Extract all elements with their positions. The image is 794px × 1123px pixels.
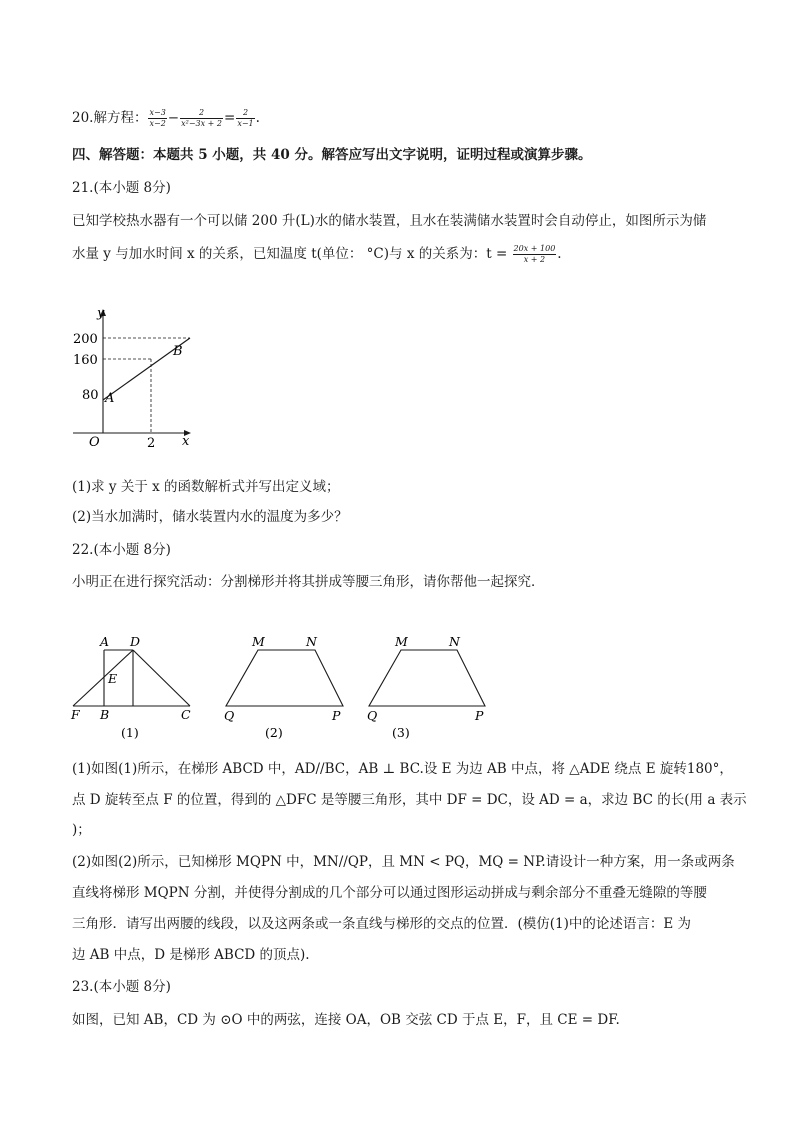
q21-part-1: (1)求 y 关于 x 的函数解析式并写出定义域； — [72, 479, 340, 495]
q22-part-2-line-1: (2)如图(2)所示，已知梯形 MQPN 中，MN//QP，且 MN < PQ，MQ = NP.请设计一种方案，用一条或两条 — [72, 854, 735, 870]
y-tick-200: 200 — [73, 332, 98, 347]
y-tick-160: 160 — [73, 353, 98, 368]
section-4-title: 四、解答题：本题共 5 小题，共 40 分。解答应写出文字说明，证明过程或演算步骤。 — [72, 147, 592, 163]
origin-label: O — [89, 435, 100, 450]
fig3-label-m: M — [395, 634, 408, 649]
q22-figures — [66, 632, 506, 747]
q22-part-2-line-4: 边 AB 中点，D 是梯形 ABCD 的顶点). — [72, 947, 310, 963]
figure-2 — [224, 634, 343, 740]
fig2-label-n: N — [306, 634, 317, 649]
fig2-caption: (2) — [265, 725, 283, 740]
q20-suffix: . — [255, 110, 260, 126]
figure-1 — [70, 634, 191, 740]
q20-equals: = — [224, 110, 236, 126]
q22-part-1-line-3: )； — [72, 822, 91, 838]
q23-text: 如图，已知 AB，CD 为 ⊙O 中的两弦，连接 OA，OB 交弦 CD 于点 E，F，且 CE = DF. — [72, 1012, 620, 1028]
figure-3 — [367, 634, 485, 740]
q22-part-2-line-3: 三角形．请写出两腰的线段，以及这两条或一条直线与梯形的交点的位置．(模仿(1)中的论述语言：E 为 — [72, 916, 692, 932]
point-a-label: A — [105, 391, 115, 406]
fig1-label-f: F — [71, 707, 80, 722]
q21-graph — [70, 305, 210, 455]
fig3-label-p: P — [475, 708, 484, 723]
q22-part-1-line-2: 点 D 旋转至点 F 的位置，得到的 △DFC 是等腰三角形，其中 DF = DC，设 AD = a，求边 BC 的长(用 a 表示 — [72, 792, 747, 808]
q22-part-1-line-1: (1)如图(1)所示，在梯形 ABCD 中，AD//BC，AB ⊥ BC.设 E 为边 AB 中点，将 △ADE 绕点 E 旋转180°， — [72, 761, 733, 777]
fig1-label-c: C — [181, 707, 191, 722]
fig1-label-d: D — [130, 634, 141, 649]
fig3-label-q: Q — [367, 708, 378, 723]
fig1-label-a: A — [100, 634, 110, 649]
q20-fraction-1: $\frac{x-3}{x-2}$ — [149, 108, 166, 128]
q20-fraction-2: $\frac{2}{\text{x²−3x + 2}}$ — [181, 108, 223, 128]
y-tick-80: 80 — [82, 388, 99, 403]
q21-header: 21.(本小题 8分) — [72, 180, 171, 196]
q20-minus: − — [167, 110, 180, 126]
y-axis-label: y — [97, 306, 105, 321]
q22-part-2-line-2: 直线将梯形 MQPN 分割，并使得分割成的几个部分可以通过图形运动拼成与剩余部分不重叠无缝隙的等腰 — [72, 885, 707, 901]
fig1-label-e: E — [108, 671, 118, 686]
fig3-caption: (3) — [392, 725, 410, 740]
q22-header: 22.(本小题 8分) — [72, 542, 171, 558]
point-b-label: B — [173, 344, 183, 359]
fig2-label-q: Q — [224, 708, 235, 723]
fig2-label-p: P — [332, 708, 341, 723]
q20-line — [72, 108, 260, 129]
q23-header: 23.(本小题 8分) — [72, 979, 171, 995]
q21-text-2a: 水量 y 与加水时间 x 的关系，已知温度 t(单位： °C)与 x 的关系为：t = — [72, 246, 508, 262]
q21-text-2b: . — [557, 246, 562, 262]
q20-prefix: 20.解方程： — [72, 110, 148, 126]
fig1-caption: (1) — [121, 725, 139, 740]
fig1-label-b: B — [100, 707, 110, 722]
x-tick-2: 2 — [147, 436, 156, 451]
q22-intro: 小明正在进行探究活动：分割梯形并将其拼成等腰三角形，请你帮他一起探究． — [72, 574, 545, 590]
q21-text-1: 已知学校热水器有一个可以储 200 升(L)水的储水装置，且水在装满储水装置时会自动停止，如图所示为储 — [72, 213, 707, 229]
q21-part-2: (2)当水加满时，储水装置内水的温度为多少？ — [72, 509, 348, 525]
x-axis-label: x — [182, 434, 190, 449]
q21-text-2 — [72, 244, 562, 265]
fig2-label-m: M — [252, 634, 265, 649]
q20-fraction-3: $\frac{2}{x-1}$ — [237, 108, 254, 128]
q21-temperature-fraction: $\frac{20x + 100}{x + 2}$ — [513, 244, 556, 264]
fig3-label-n: N — [449, 634, 460, 649]
